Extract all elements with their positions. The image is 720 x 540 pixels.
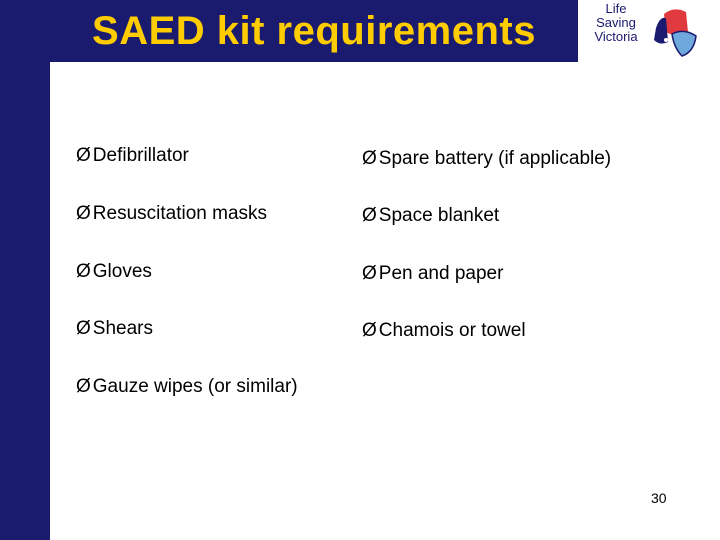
bullet-arrow-icon: Ø (76, 318, 91, 339)
list-item-text: Space blanket (378, 205, 500, 226)
bullet-arrow-icon: Ø (362, 148, 377, 169)
bullet-arrow-icon: Ø (362, 263, 377, 284)
list-item-text: Spare battery (if applicable) (378, 148, 612, 169)
bullet-arrow-icon: Ø (76, 261, 91, 282)
bullet-arrow-icon: Ø (76, 203, 91, 224)
list-item-text: Shears (92, 318, 153, 339)
list-item-left (76, 145, 189, 167)
list-item-left (76, 318, 153, 340)
slide-title: SAED kit requirements (92, 8, 536, 53)
list-item-text: Gauze wipes (or similar) (92, 376, 298, 397)
side-title-text: Defibrillator Training (9, 4, 40, 256)
list-item-left (76, 261, 152, 283)
life-saving-victoria-logo (588, 2, 716, 62)
bullet-arrow-icon: Ø (362, 320, 377, 341)
logo-line-3: Victoria (594, 29, 638, 44)
list-item-left (76, 203, 267, 225)
list-item-right (362, 148, 611, 170)
list-item-text: Pen and paper (378, 263, 504, 284)
logo-line-2: Saving (596, 15, 636, 30)
list-item-text: Gloves (92, 261, 152, 282)
logo-text (588, 2, 644, 44)
list-item-text: Defibrillator (92, 145, 189, 166)
side-title (0, 0, 50, 540)
list-item-left (76, 376, 298, 398)
logo-line-1: Life (605, 1, 627, 16)
list-item-right (362, 205, 499, 227)
bullet-arrow-icon: Ø (362, 205, 377, 226)
bullet-arrow-icon: Ø (76, 145, 91, 166)
bullet-arrow-icon: Ø (76, 376, 91, 397)
page-number: 30 (651, 490, 667, 506)
title-box (50, 0, 578, 62)
list-item-right (362, 320, 526, 342)
logo-emblem-icon (644, 2, 714, 62)
list-item-text: Chamois or towel (378, 320, 526, 341)
list-item-right (362, 263, 503, 285)
list-item-text: Resuscitation masks (92, 203, 268, 224)
